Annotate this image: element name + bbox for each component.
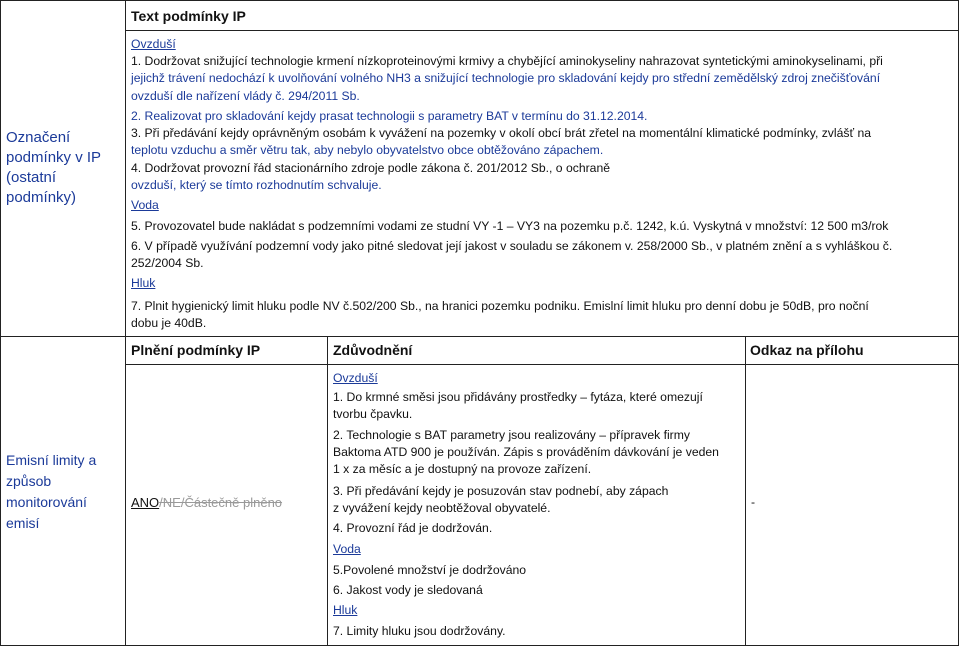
reason-line: 5.Povolené množství je dodržováno bbox=[333, 563, 527, 577]
section-hluk: Hluk bbox=[131, 276, 156, 290]
label-line: monitorování bbox=[6, 494, 87, 510]
border-left bbox=[0, 0, 1, 646]
reason-line: Baktoma ATD 900 je používán. Zápis s prováděním dávkování je veden bbox=[333, 445, 719, 459]
reason-line: 3. Při předávání kejdy je posuzován stav podnebí, aby zápach bbox=[333, 484, 669, 498]
reason-line: tvorbu čpavku. bbox=[333, 407, 413, 421]
condition-line: ovzduší dle nařízení vlády č. 294/2011 Sb. bbox=[131, 89, 360, 103]
reason-section-voda: Voda bbox=[333, 542, 361, 556]
condition-line: 5. Provozovatel bude nakládat s podzemními vodami ze studní VY -1 – VY3 na pozemku p.č. 1242, k.ú. Vyskytná v množství: 12 500 m3/rok bbox=[131, 219, 889, 233]
column-divider-2 bbox=[327, 336, 328, 646]
condition-line: teplotu vzduchu a směr větru tak, aby nebylo obyvatelstvo obce obtěžováno zápachem. bbox=[131, 143, 604, 157]
header-divider bbox=[125, 30, 959, 31]
row-label-emissions bbox=[6, 450, 96, 534]
condition-line: ovzduší, který se tímto rozhodnutím schvaluje. bbox=[131, 178, 382, 192]
column-divider bbox=[125, 0, 126, 646]
reason-section-ovzdusi: Ovzduší bbox=[333, 371, 378, 385]
label-line: způsob bbox=[6, 473, 52, 489]
border-top bbox=[0, 0, 959, 1]
reason-line: 6. Jakost vody je sledovaná bbox=[333, 583, 483, 597]
row-label-conditions bbox=[6, 128, 101, 208]
status-other: /NE/Částečně plněno bbox=[159, 495, 283, 510]
reason-line: z vyvážení kejdy neobtěžoval obyvatelé. bbox=[333, 501, 551, 515]
condition-line: 1. Dodržovat snižující technologie krmení nízkoproteinovými krmivy a chybějící aminokyseliny nahrazovat syntetickými aminokyselinami, při bbox=[131, 54, 883, 68]
condition-line: 6. V případě využívání podzemní vody jako pitné sledovat její jakost v souladu se zákonem v. 258/2000 Sb., v platném znění a s vyhláškou č. bbox=[131, 239, 893, 253]
condition-line: 2. Realizovat pro skladování kejdy prasat technologii s parametry BAT v termínu do 31.12.2014. bbox=[131, 109, 648, 123]
status-ano: ANO bbox=[131, 495, 160, 510]
condition-line: 4. Dodržovat provozní řád stacionárního zdroje podle zákona č. 201/2012 Sb., o ochraně bbox=[131, 161, 611, 175]
reason-section-hluk: Hluk bbox=[333, 603, 358, 617]
page-title: Text podmínky IP bbox=[131, 8, 246, 24]
fulfilment-status bbox=[131, 494, 282, 511]
condition-line: jejichž trávení nedochází k uvolňování volného NH3 a snižující technologie pro skladování kejdy pro střední zemědělský zdroj znečišťování bbox=[131, 71, 881, 85]
section-divider bbox=[0, 336, 959, 337]
reason-line: 1 x za měsíc a je dostupný na provoze zařízení. bbox=[333, 462, 592, 476]
attachment-reference: - bbox=[751, 495, 756, 509]
condition-line: dobu je 40dB. bbox=[131, 316, 207, 330]
subheader-divider bbox=[125, 364, 959, 365]
header-fulfilment: Plnění podmínky IP bbox=[131, 342, 261, 358]
label-line: podmínky v IP bbox=[6, 149, 102, 166]
header-attachment: Odkaz na přílohu bbox=[750, 342, 864, 358]
reason-line: 7. Limity hluku jsou dodržovány. bbox=[333, 624, 506, 638]
condition-line: 252/2004 Sb. bbox=[131, 256, 204, 270]
condition-line: 3. Při předávání kejdy oprávněným osobám k vyvážení na pozemky v okolí obcí brát zřetel na momentální klimatické podmínky, zvlášť na bbox=[131, 126, 871, 140]
label-line: Označení bbox=[6, 129, 71, 146]
section-ovzdusi: Ovzduší bbox=[131, 37, 176, 51]
column-divider-3 bbox=[745, 336, 746, 646]
reason-line: 4. Provozní řád je dodržován. bbox=[333, 521, 493, 535]
label-line: emisí bbox=[6, 515, 40, 531]
label-line: Emisní limity a bbox=[6, 452, 97, 468]
label-line: (ostatní bbox=[6, 169, 57, 186]
reason-line: 1. Do krmné směsi jsou přidávány prostředky – fytáza, které omezují bbox=[333, 390, 703, 404]
condition-line: 7. Plnit hygienický limit hluku podle NV č.502/200 Sb., na hranici pozemku podniku. Emislní limit hluku pro denní dobu je 50dB, pro noční bbox=[131, 299, 869, 313]
section-voda: Voda bbox=[131, 198, 159, 212]
header-reason: Zdůvodnění bbox=[333, 342, 413, 358]
reason-line: 2. Technologie s BAT parametry jsou realizovány – přípravek firmy bbox=[333, 428, 690, 442]
label-line: podmínky) bbox=[6, 189, 77, 206]
